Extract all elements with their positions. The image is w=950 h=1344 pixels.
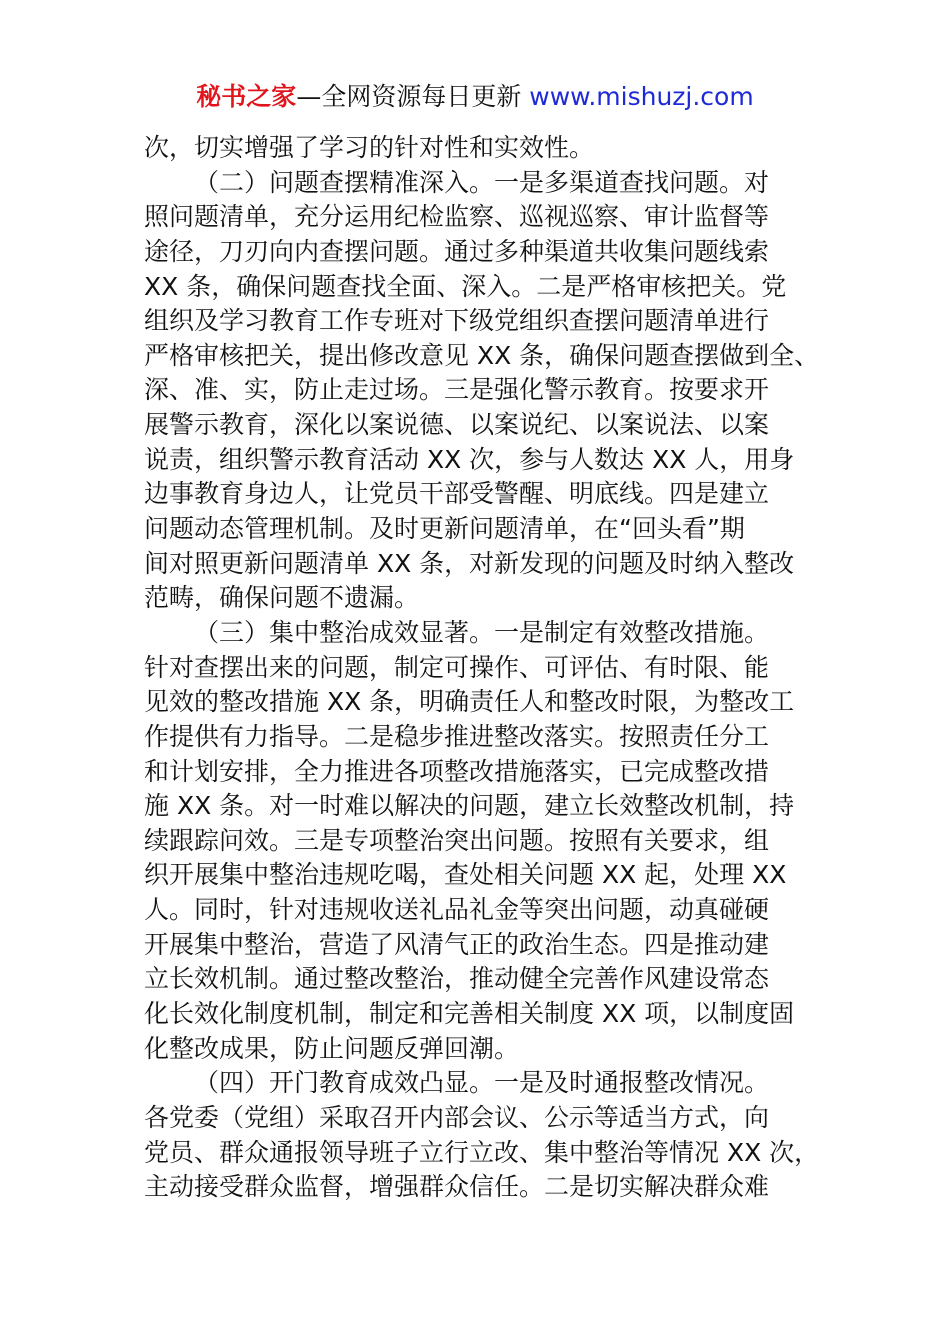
text-line: 各党委（党组）采取召开内部会议、公示等适当方式，向: [144, 1102, 770, 1132]
text-line: 施 XX 条。对一时难以解决的问题，建立长效整改机制，持: [144, 791, 795, 821]
text-line: 途径，刀刃向内查摆问题。通过多种渠道共收集问题线索: [144, 236, 770, 266]
header-slogan: —全网资源每日更新: [296, 82, 522, 111]
text-line: 展警示教育，深化以案说德、以案说纪、以案说法、以案: [144, 410, 770, 440]
text-line: 续跟踪问效。三是专项整治突出问题。按照有关要求，组: [144, 825, 770, 855]
text-line: 立长效机制。通过整改整治，推动健全完善作风建设常态: [144, 964, 770, 994]
site-url-link[interactable]: www.mishuzj.com: [529, 82, 754, 111]
text-line: 和计划安排，全力推进各项整改措施落实，已完成整改措: [144, 756, 770, 786]
text-line: 问题动态管理机制。及时更新问题清单，在“回头看”期: [144, 514, 745, 544]
paragraph-heading-line: （三）集中整治成效显著。一是制定有效整改措施。: [194, 617, 770, 647]
text-line: 见效的整改措施 XX 条，明确责任人和整改时限，为整改工: [144, 687, 795, 717]
text-line: 深、准、实，防止走过场。三是强化警示教育。按要求开: [144, 375, 770, 405]
text-line: 主动接受群众监督，增强群众信任。二是切实解决群众难: [144, 1172, 770, 1202]
text-line: 范畴，确保问题不遗漏。: [144, 583, 420, 613]
text-line: 织开展集中整治违规吃喝，查处相关问题 XX 起，处理 XX: [144, 860, 787, 890]
text-line: 人。同时，针对违规收送礼品礼金等突出问题，动真碰硬: [144, 895, 770, 925]
text-line: 组织及学习教育工作专班对下级党组织查摆问题清单进行: [144, 306, 770, 336]
text-line: 作提供有力指导。二是稳步推进整改落实。按照责任分工: [144, 721, 770, 751]
text-line: 化长效化制度机制，制定和完善相关制度 XX 项，以制度固: [144, 999, 795, 1029]
text-line: 针对查摆出来的问题，制定可操作、可评估、有时限、能: [144, 652, 770, 682]
text-line: 党员、群众通报领导班子立行立改、集中整治等情况 XX 次，: [144, 1137, 820, 1167]
text-line: 照问题清单，充分运用纪检监察、巡视巡察、审计监督等: [144, 202, 770, 232]
text-line: 说责，组织警示教育活动 XX 次，参与人数达 XX 人，用身: [144, 444, 795, 474]
paragraph-heading-line: （二）问题查摆精准深入。一是多渠道查找问题。对: [194, 167, 770, 197]
brand-name: 秘书之家: [196, 82, 297, 111]
text-line: 间对照更新问题清单 XX 条，对新发现的问题及时纳入整改: [144, 548, 795, 578]
text-line: 边事教育身边人，让党员干部受警醒、明底线。四是建立: [144, 479, 770, 509]
site-header: [0, 80, 950, 114]
text-line: 化整改成果，防止问题反弹回潮。: [144, 1033, 520, 1063]
paragraph-heading-line: （四）开门教育成效凸显。一是及时通报整改情况。: [194, 1068, 770, 1098]
text-line: 严格审核把关，提出修改意见 XX 条，确保问题查摆做到全、: [144, 340, 820, 370]
text-line: 次，切实增强了学习的针对性和实效性。: [144, 133, 595, 162]
document-body: [144, 131, 820, 1205]
text-line: XX 条，确保问题查找全面、深入。二是严格审核把关。党: [144, 271, 787, 301]
text-line: 开展集中整治，营造了风清气正的政治生态。四是推动建: [144, 929, 770, 959]
